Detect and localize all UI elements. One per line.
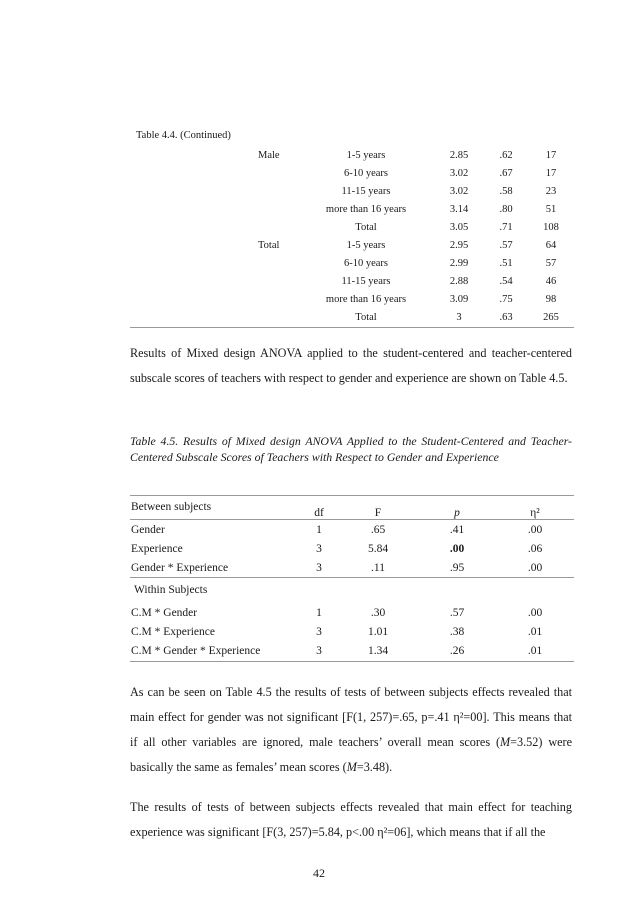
df-cell: 3	[316, 561, 322, 574]
within-subjects-label: Within Subjects	[134, 584, 208, 596]
source-cell: C.M * Gender	[131, 606, 198, 619]
header-f: F	[374, 507, 382, 519]
mean-cell: 3.02	[449, 168, 469, 179]
mean-symbol: M	[500, 735, 511, 749]
f-cell: 5.84	[367, 542, 389, 555]
df-cell: 3	[316, 625, 322, 638]
table-row	[130, 622, 574, 641]
blank-cell	[130, 147, 258, 165]
eta-cell: .00	[527, 561, 543, 574]
sd-cell: .75	[499, 294, 513, 305]
experience-cell: 6-10 years	[343, 168, 389, 179]
table-row	[130, 273, 574, 291]
p-cell: .41	[449, 523, 465, 536]
group-label	[258, 309, 298, 327]
p-cell: .26	[449, 644, 465, 657]
n-cell: 64	[545, 240, 557, 251]
n-cell: 23	[545, 186, 557, 197]
n-cell: 98	[545, 294, 557, 305]
sd-cell: .63	[499, 312, 513, 323]
mean-cell: 3.09	[449, 294, 469, 305]
header-source: Between subjects	[131, 501, 212, 513]
sd-cell: .57	[499, 240, 513, 251]
mean-cell: 2.85	[449, 150, 469, 161]
blank-cell	[130, 255, 258, 273]
table-bottom-rule	[130, 327, 574, 328]
df-cell: 3	[316, 644, 322, 657]
f-cell: 1.01	[367, 625, 389, 638]
source-cell: Experience	[131, 542, 183, 555]
table-row	[130, 219, 574, 237]
group-label	[258, 201, 298, 219]
experience-cell: Total	[355, 312, 377, 323]
sd-cell: .51	[499, 258, 513, 269]
header-p: p	[454, 507, 460, 519]
blank-cell	[130, 219, 258, 237]
p-cell: .95	[449, 561, 465, 574]
eta-cell: .01	[527, 644, 543, 657]
eta-cell: .00	[527, 606, 543, 619]
n-cell: 57	[545, 258, 557, 269]
group-label	[258, 165, 298, 183]
mean-cell: 3.05	[449, 222, 469, 233]
experience-cell: 11-15 years	[341, 276, 391, 287]
table-row	[130, 291, 574, 309]
sd-cell: .62	[499, 150, 513, 161]
table-row	[130, 603, 574, 622]
table-row	[130, 558, 574, 577]
df-cell: 3	[316, 542, 322, 555]
paragraph-text: =3.48).	[356, 760, 393, 774]
n-cell: 46	[545, 276, 557, 287]
source-cell: Gender * Experience	[131, 561, 229, 574]
table-top-rule	[130, 495, 574, 496]
mean-cell: 3.02	[449, 186, 469, 197]
n-cell: 17	[545, 168, 557, 179]
table-row	[130, 641, 574, 660]
blank-cell	[130, 183, 258, 201]
experience-cell: 6-10 years	[343, 258, 389, 269]
mean-symbol: M	[346, 760, 357, 774]
table-row	[130, 183, 574, 201]
eta-cell: .01	[527, 625, 543, 638]
paragraph-text: =3.52) were basically the same as females’ mean scores (	[130, 735, 572, 774]
header-eta: η²	[530, 507, 540, 519]
p-cell: .00	[449, 542, 465, 555]
f-cell: .65	[370, 523, 386, 536]
group-label	[258, 273, 298, 291]
df-cell: 1	[316, 606, 322, 619]
source-cell: C.M * Experience	[131, 625, 215, 638]
experience-cell: more than 16 years	[325, 294, 407, 305]
group-label	[258, 291, 298, 309]
table-row	[130, 520, 574, 539]
paragraph	[130, 680, 572, 780]
blank-cell	[130, 273, 258, 291]
n-cell: 51	[545, 204, 557, 215]
experience-cell: 1-5 years	[346, 240, 386, 251]
experience-cell: more than 16 years	[325, 204, 407, 215]
experience-cell: 1-5 years	[346, 150, 386, 161]
sd-cell: .58	[499, 186, 513, 197]
group-label: Male	[258, 150, 280, 161]
table-row	[130, 539, 574, 558]
n-cell: 108	[543, 222, 559, 233]
p-cell: .38	[449, 625, 465, 638]
f-cell: .30	[370, 606, 386, 619]
experience-cell: 11-15 years	[341, 186, 391, 197]
sd-cell: .67	[499, 168, 513, 179]
blank-cell	[130, 291, 258, 309]
table-row	[130, 255, 574, 273]
table-row	[130, 165, 574, 183]
table-bottom-rule	[130, 661, 574, 662]
between-subjects-block	[130, 520, 574, 577]
group-label	[258, 183, 298, 201]
sd-cell: .80	[499, 204, 513, 215]
group-label	[258, 255, 298, 273]
within-subjects-block	[130, 603, 574, 660]
table-row	[130, 309, 574, 327]
blank-cell	[130, 165, 258, 183]
group-label: Total	[258, 240, 280, 251]
sd-cell: .71	[499, 222, 513, 233]
n-cell: 265	[543, 312, 559, 323]
mean-cell: 2.95	[449, 240, 469, 251]
source-cell: C.M * Gender * Experience	[131, 644, 261, 657]
paragraph: The results of tests of between subjects effects revealed that main effect for teaching experience was significant [F(3, 257)=5.84, p<.00 η²=06], which means that if all the	[130, 800, 572, 839]
table-caption: Table 4.5. Results of Mixed design ANOVA Applied to the Student-Centered and Teacher-Centered Subscale Scores of Teachers with Respect to Gender and Experience	[130, 434, 572, 464]
table-row	[130, 237, 574, 255]
sd-cell: .54	[499, 276, 513, 287]
df-cell: 1	[316, 523, 322, 536]
anova-table	[130, 500, 574, 520]
section-rule	[130, 577, 574, 578]
experience-cell: Total	[355, 222, 377, 233]
n-cell: 17	[545, 150, 557, 161]
mean-cell: 2.99	[449, 258, 469, 269]
blank-cell	[130, 237, 258, 255]
paragraph: Results of Mixed design ANOVA applied to the student-centered and teacher-centered subscale scores of teachers with respect to gender and experience are shown on Table 4.5.	[130, 346, 572, 385]
mean-cell: 3.14	[449, 204, 469, 215]
page-number: 42	[313, 866, 325, 880]
continued-table	[130, 147, 574, 327]
f-cell: .11	[371, 561, 385, 574]
group-label	[258, 219, 298, 237]
blank-cell	[130, 309, 258, 327]
paragraph-text: As can be seen on Table 4.5 the results of tests of between subjects effects revealed that main effect for gender was not significant [F(1, 257)=.65, p=.41 η²=00]. This means that if all other variables are ignored, male teachers’ overall mean scores (	[130, 685, 572, 749]
mean-cell: 2.88	[449, 276, 469, 287]
mean-cell: 3	[456, 312, 462, 323]
eta-cell: .06	[527, 542, 543, 555]
table-row	[130, 201, 574, 219]
table-row	[130, 147, 574, 165]
header-df: df	[314, 507, 324, 519]
blank-cell	[130, 201, 258, 219]
table-caption: Table 4.4. (Continued)	[136, 130, 231, 141]
eta-cell: .00	[527, 523, 543, 536]
f-cell: 1.34	[367, 644, 389, 657]
source-cell: Gender	[131, 523, 165, 536]
p-cell: .57	[449, 606, 465, 619]
